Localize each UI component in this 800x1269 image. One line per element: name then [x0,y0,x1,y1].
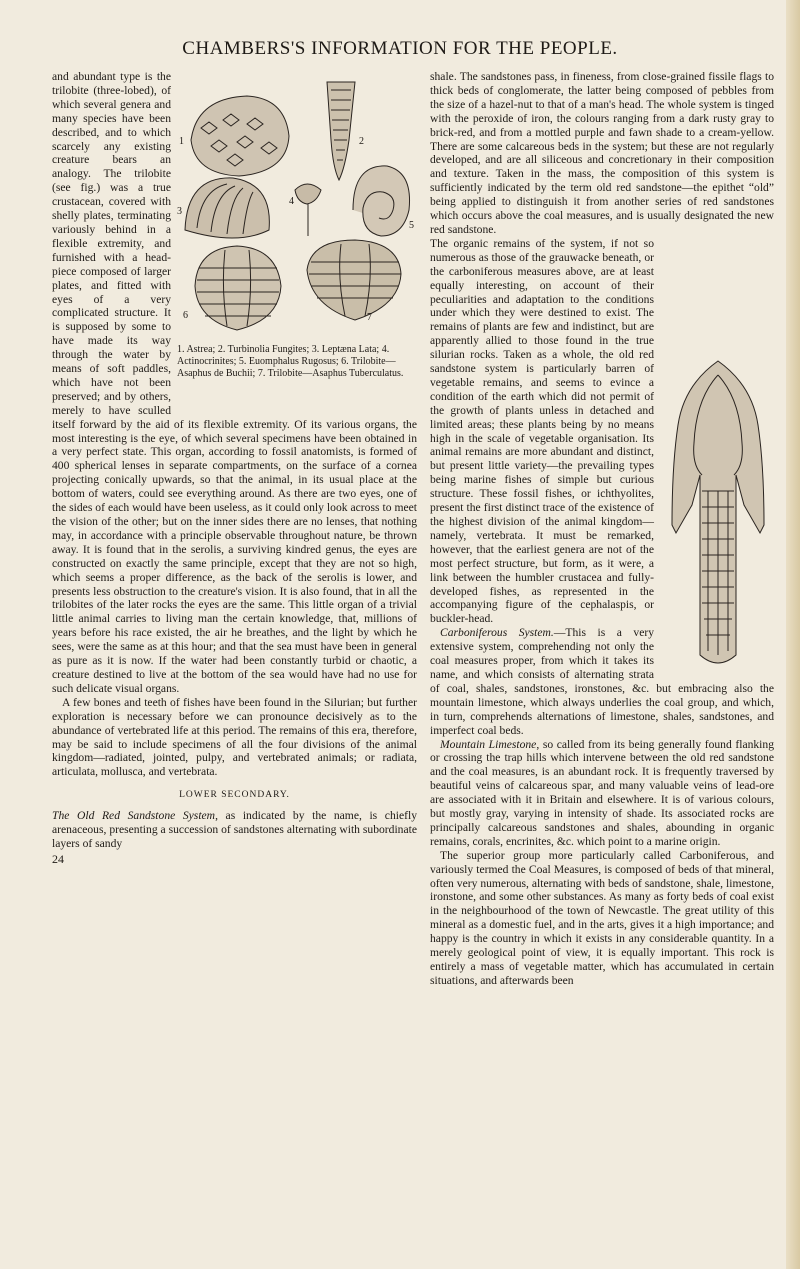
mountain-limestone-title: Mountain Limestone [440,737,537,751]
section-heading-lower-secondary: LOWER SECONDARY. [179,790,290,801]
old-red-sandstone-title: The Old Red Sandstone System [52,809,216,823]
figure-label-5: 5 [409,220,414,231]
old-red-sandstone-text: , as indicated by the name, is chiefly arenaceous, presenting a succession of sandstones alternating with subordinate layers of sandy [52,809,417,850]
page-edge [786,0,800,1269]
figure-label-7: 7 [367,312,372,323]
cephalaspis-figure [662,355,774,675]
left-column [52,70,417,867]
figure-label-1: 1 [179,136,184,147]
paragraph-silurian-fishes: A few bones and teeth of fishes have been found in the Silurian; but further exploration is necessary before we can pronounce decisively as to the abundance of vertebrated life at this period. The remains of this era, therefore, may be said to include specimens of all the four divisions of the animal kingdom—radiated, jointed, pulpy, and vertebrated animals; or radiata, articulata, mollusca, and vertebrata. [52,695,417,779]
euomphalus-fossil [353,166,410,236]
paragraph-sandstone-shale: shale. The sandstones pass, in fineness, from close-grained fissile flags to thick beds of conglomerate, the latter being composed of pebbles from the size of a hazel-nut to that of a man's head. The whole system is tinged with the peroxide of iron, the colours ranging from a dark rusty gray to brick-red, and from a mottled purple and fawn shade to a cream-yellow. There are some calcareous beds in the system; but these are not regularly developed, and are all siliceous and concretionary in their composition and texture. Taken in the mass, the composition of this system is sufficiently indicated by the term old red sandstone—the epithet “old” being applied to distinguish it from another series of red sandstones which occurs above the coal measures, and is usually designated the new red sandstone. [430,70,774,236]
paragraph-organic-remains: The organic remains of the system, if not so numerous as those of the grauwacke beneath, or the carboniferous measures above, are at least equally interesting, on account of their peculiarities and adaptation to the conditions under which they were destined to exist. The remains of plants are few and indistinct, but are apparently allied to those found in the true silurian rocks. Taken as a whole, the old red sandstone system is particularly barren of vegetable remains, and seems to evince a condition of the earth which did not permit of the growth of plants unless in detached and limited areas; these plants being by no means high in the scale of vegetable organisation. Its animal remains are more abundant and distinct, but present little variety—the prevailing types being marine fishes of simple but curious structure. These fossil fishes, or ichthyolites, present the first distinct trace of the existence of the highest division of the animal kingdom—namely, vertebrata. It must be remarked, however, that the earliest genera are not of the most perfect structure, but form, as it were, a link between the humbler crustacea and fully-developed fishes, as represented in the accompanying figure of the cephalaspis, or buckler-head. [430,236,654,626]
turbinolia-fossil [327,82,355,180]
trilobite-asaphus-tuberculatus [307,240,401,320]
figure-label-4: 4 [289,196,294,207]
paragraph-coal-measures: The superior group more particularly called Carboniferous, and variously termed the Coal Measures, is composed of beds of that mineral, often very numerous, alternating with beds of sandstone, shale, limestone, ironstone, and some other substances. As many as forty beds of coal exist in the neighbourhood of the town of Newcastle. The great utility of this mineral as a domestic fuel, and in the arts, gives it a high importance; and happy is the country in which it exists in any considerable quantity. In a merely geological point of view, it is equally important. This rock is entirely a mass of vegetable matter, which has accumulated in certain situations, and afterwards been [430,848,774,987]
cephalaspis-illustration [662,355,774,675]
trilobite-asaphus-de-buchii [195,246,281,330]
carboniferous-title: Carboniferous System. [440,626,554,640]
fossil-plate-illustration [177,80,417,336]
leptaena-fossil [185,178,269,238]
figure-label-3: 3 [177,206,182,217]
mountain-limestone-text: , so called from its being generally found flanking or crossing the trap hills which intervene between the old red sandstone and the coal measures, is an abundant rock. It is frequently traversed by beautiful veins of calcareous spar, and many valuable veins of lead-ore are associated with it in Britain and elsewhere. It is of various colours, but mostly gray, varying in intensity of shade. Its associated rocks are principally calcareous sandstones and shales, abounding in organic remains, corals, encrinites, &c. which point to a marine origin. [430,737,774,848]
page-number: 24 [52,851,64,866]
paragraph-mountain-limestone [430,738,774,849]
figure-label-2: 2 [359,136,364,147]
paragraph-trilobite: and abundant type is the trilobite (three-lobed), of which several genera and many species have been described, and to which scarcely any existing creature bears an analogy. The trilobite (see fig.) was a true crustacean, covered with shelly plates, terminating variously behind in a flexible extremity, and furnished with a head-piece composed of larger plates, and fitted with eyes of a very complicated structure. It is supposed by some to have made its way through the water by means of soft paddles, which have not been preserved; and by others, merely to have sculled itself forward by the aid of its flexible extremity. Of its various organs, the most interesting is the eye, of which several specimens have been obtained in a very perfect state. This organ, according to fossil anatomists, is formed of 400 spherical lenses in separate compartments, on the surface of a cornea projecting conically upwards, so that the animal, in its usual place at the bottom of waters, could see everything around. As there are two eyes, one of the sides of each would have been useless, as it could only look across to meet the vision of the other; but on the inner sides there are no lenses, that nothing may, in accordance with a principle observable throughout nature, be thrown away. It is found that in the serolis, a surviving kindred genus, the eyes are constructed on exactly the same principle, except that they are not so high, which seems a proper difference, as the back of the serolis is lower, and presents less obstruction to the creature's vision. It is also found, that in all the trilobites of the later rocks the eyes are the same. This little organ of a trivial little animal carries to living man the certain knowledge, that, millions of years before his race existed, the air he breathes, and the light by which he sees, were the same as at this hour; and that the sea must have been in general as pure as it is now. If the water had been constantly turbid or chaotic, a creature destined to live at the bottom of the sea would have had no use for such delicate visual organs. [52,70,417,695]
figure-caption: 1. Astrea; 2. Turbinolia Fungites; 3. Leptæna Lata; 4. Actinocrinites; 5. Euomphalus Rugosus; 6. Trilobite—Asaphus de Buchii; 7. Trilobite—Asaphus Tuberculatus. [177,343,404,380]
carboniferous-text: —This is a very extensive system, comprehending not only the coal measures proper, from which it takes its name, and which consists of alternating strata of coal, shales, sandstones, ironstones, &c. but embracing also the mountain limestone, which always underlies the coal group, and which, in turn, comprehends alternations of limestone, shales, sandstones, and imperfect coal beds. [430,626,774,737]
fossil-figure [177,80,417,402]
astrea-fossil [191,96,289,176]
figure-label-6: 6 [183,310,188,321]
right-column [430,70,774,988]
page-header: CHAMBERS'S INFORMATION FOR THE PEOPLE. [182,38,618,59]
paragraph-old-red-sandstone [52,809,417,851]
actinocrinites-fossil [295,184,321,236]
